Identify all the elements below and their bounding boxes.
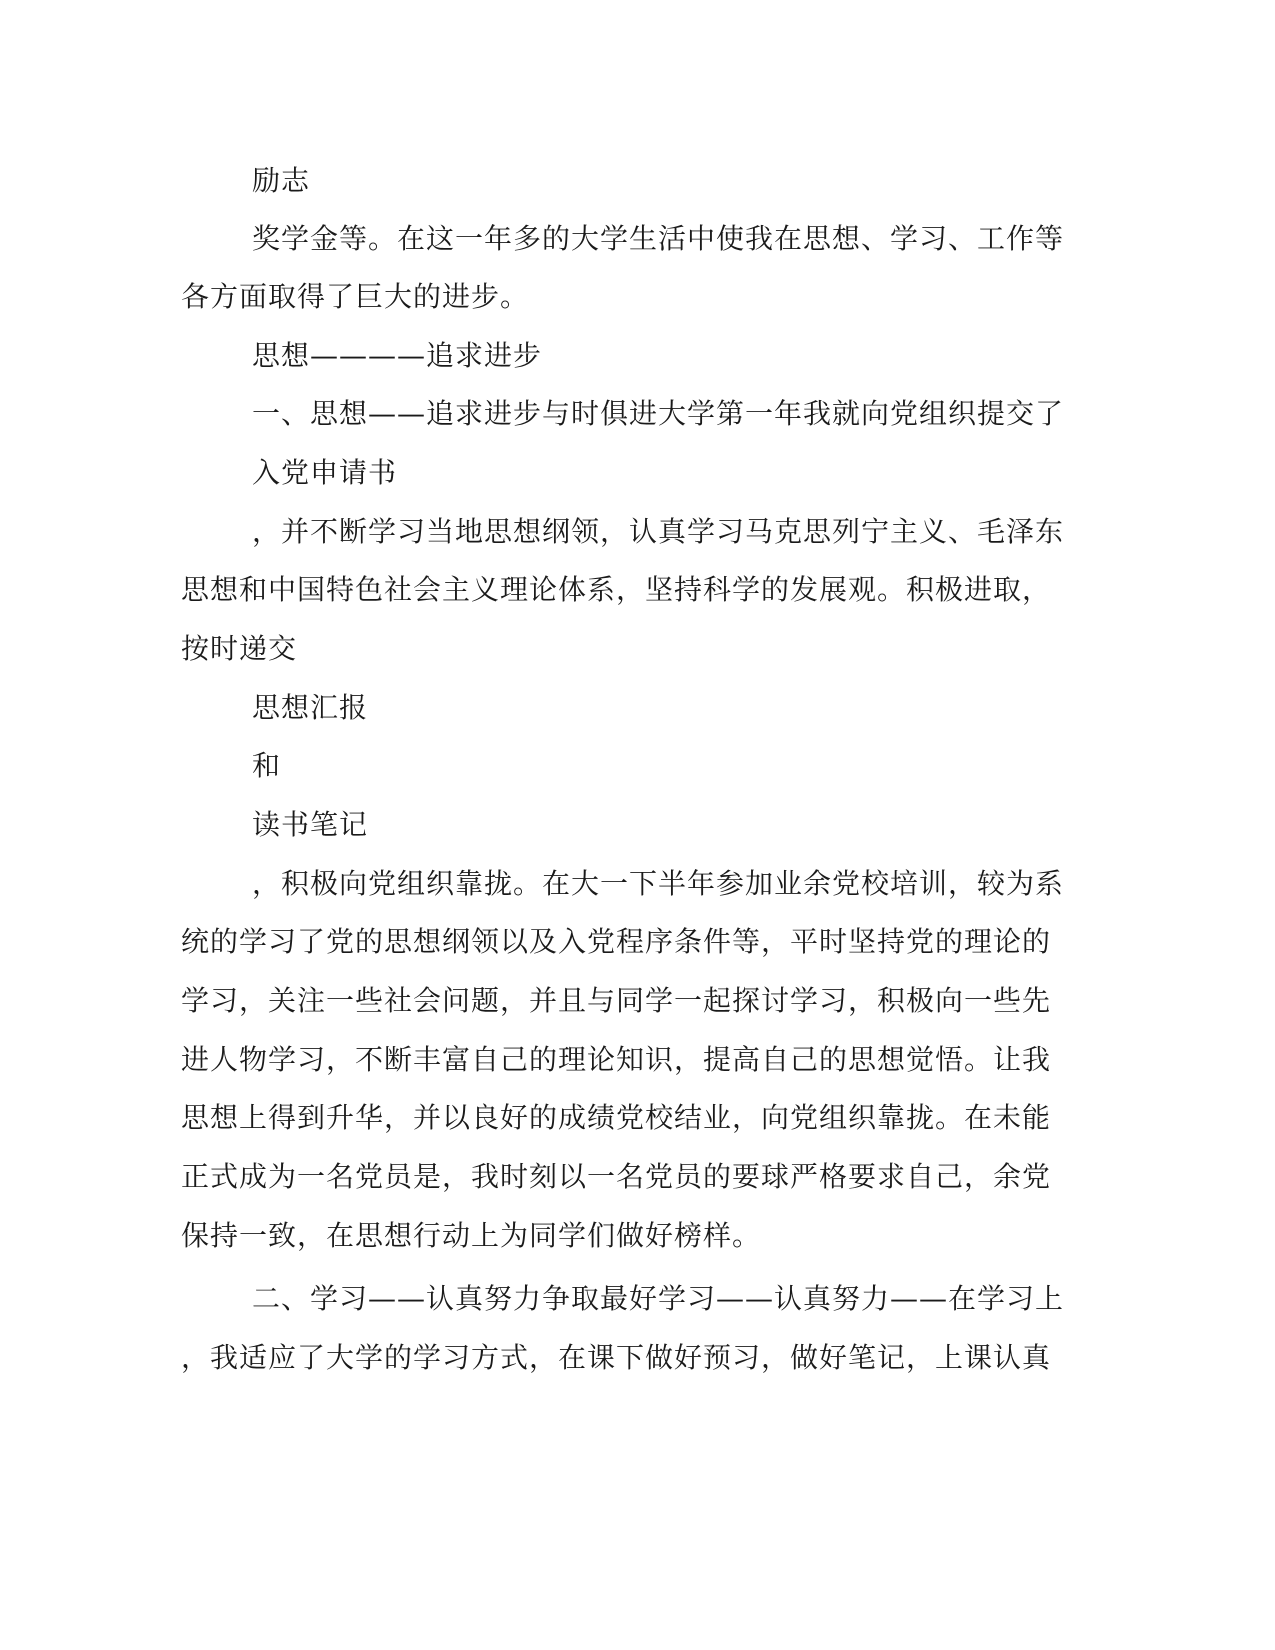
text-line: ，积极向党组织靠拢。在大一下半年参加业余党校培训，较为系 bbox=[252, 867, 1065, 900]
text-line: ，并不断学习当地思想纲领，认真学习马克思列宁主义、毛泽东 bbox=[252, 515, 1065, 548]
text-line: 入党申请书 bbox=[252, 456, 398, 489]
text-line: 进人物学习，不断丰富自己的理论知识，提高自己的思想觉悟。让我 bbox=[181, 1043, 1052, 1076]
text-line: 读书笔记 bbox=[252, 808, 369, 841]
text-line: 保持一致，在思想行动上为同学们做好榜样。 bbox=[181, 1219, 762, 1252]
text-line: 奖学金等。在这一年多的大学生活中使我在思想、学习、工作等 bbox=[252, 222, 1065, 255]
text-line: 统的学习了党的思想纲领以及入党程序条件等，平时坚持党的理论的 bbox=[181, 925, 1052, 958]
text-line: 一、思想——追求进步与时俱进大学第一年我就向党组织提交了 bbox=[252, 397, 1065, 430]
text-line: 正式成为一名党员是，我时刻以一名党员的要球严格要求自己，余党 bbox=[181, 1160, 1052, 1193]
text-line: 学习，关注一些社会问题，并且与同学一起探讨学习，积极向一些先 bbox=[181, 984, 1052, 1017]
text-line: 思想和中国特色社会主义理论体系，坚持科学的发展观。积极进取， bbox=[181, 573, 1052, 606]
text-line: ，我适应了大学的学习方式，在课下做好预习，做好笔记，上课认真 bbox=[181, 1341, 1052, 1374]
text-line: 思想上得到升华，并以良好的成绩党校结业，向党组织靠拢。在未能 bbox=[181, 1101, 1052, 1134]
section-heading: 思想————追求进步 bbox=[252, 339, 543, 372]
text-line: 励志 bbox=[252, 164, 311, 197]
text-line: 二、学习——认真努力争取最好学习——认真努力——在学习上 bbox=[252, 1282, 1065, 1315]
text-line: 和 bbox=[252, 749, 282, 782]
text-line: 各方面取得了巨大的进步。 bbox=[181, 280, 530, 313]
text-line: 思想汇报 bbox=[252, 691, 369, 724]
text-line: 按时递交 bbox=[181, 632, 298, 665]
